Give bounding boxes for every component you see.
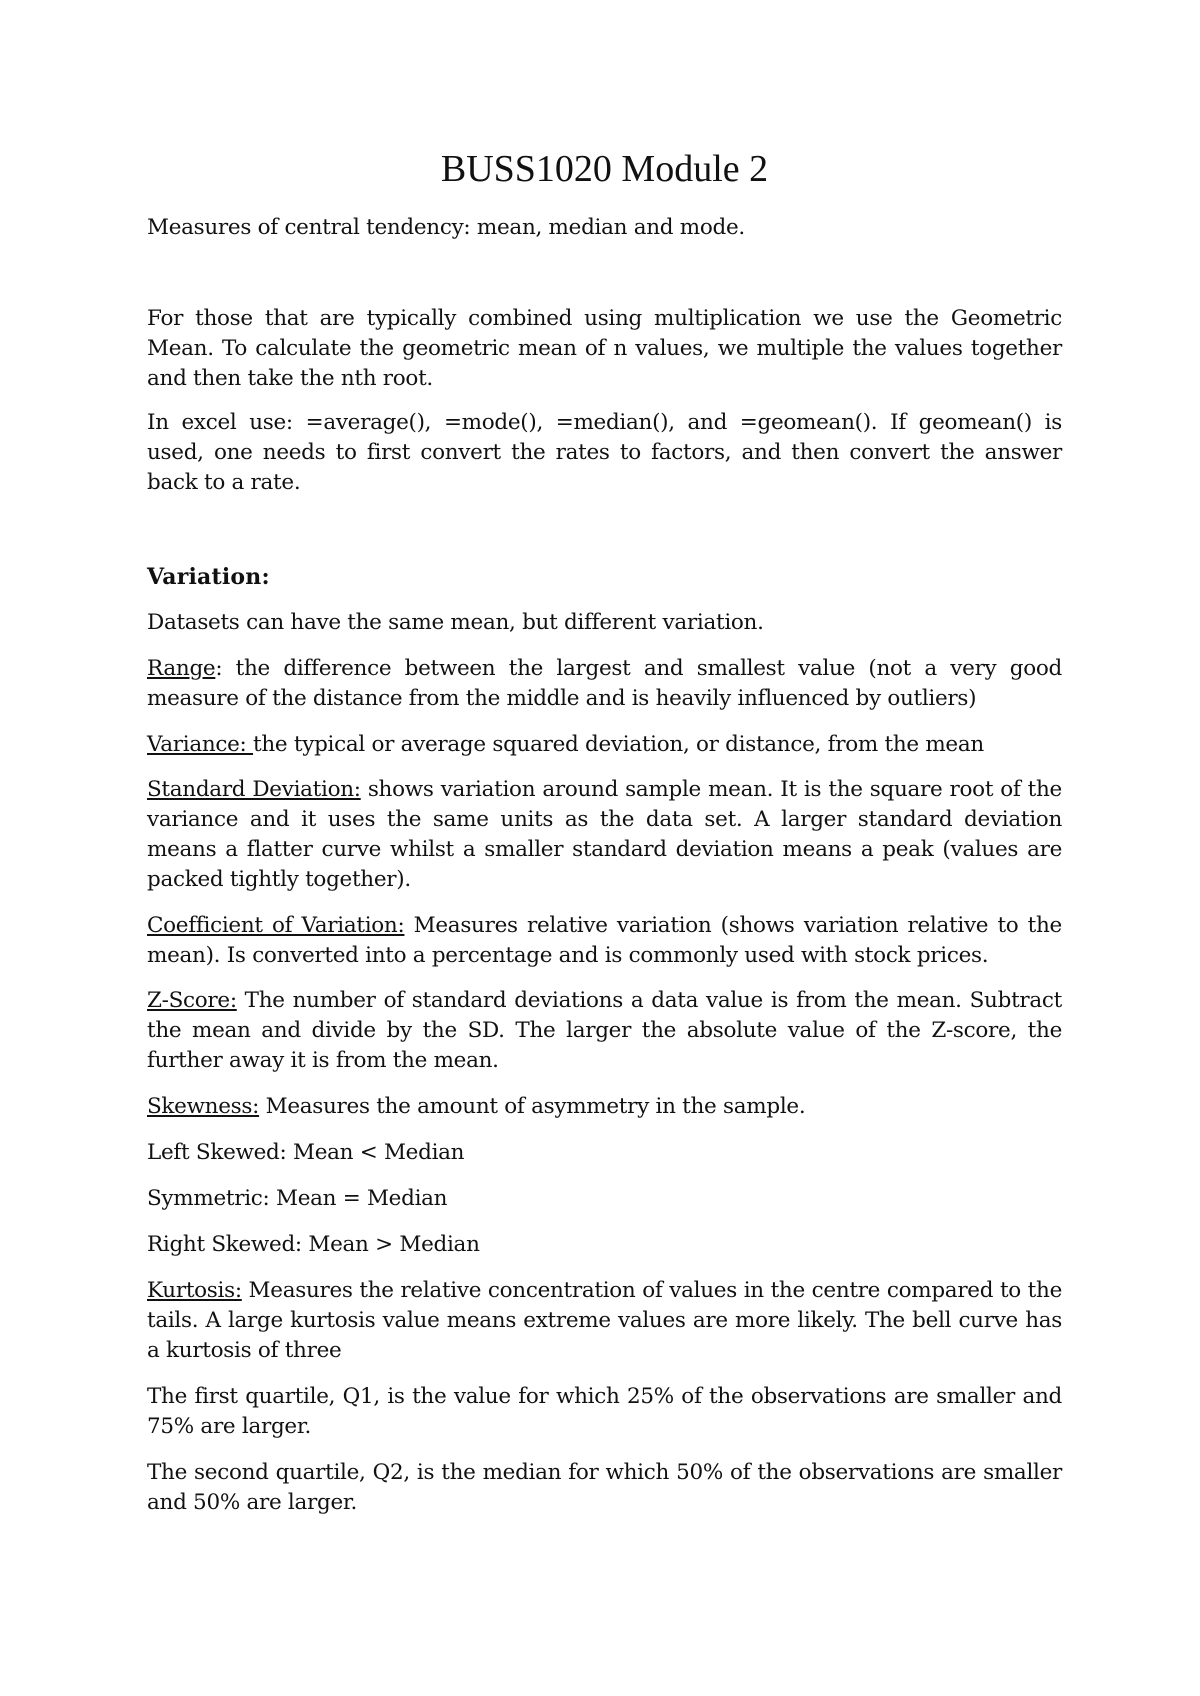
- standard-deviation-term: Standard Deviation:: [147, 777, 361, 802]
- page-title: BUSS1020 Module 2: [440, 148, 769, 190]
- range-text: : the difference between the largest and smallest value (not a very good measure of the distance from the middle and is heavily influenced by outliers): [147, 656, 1062, 711]
- skewness-text: Measures the amount of asymmetry in the sample.: [259, 1094, 806, 1119]
- second-quartile-paragraph: The second quartile, Q2, is the median for which 50% of the observations are smaller and 50% are larger.: [147, 1460, 1062, 1515]
- coefficient-of-variation-definition: [147, 911, 1062, 971]
- range-definition: [147, 654, 1062, 714]
- skewness-definition: [147, 1092, 1062, 1122]
- kurtosis-term: Kurtosis:: [147, 1278, 242, 1303]
- symmetric-line: Symmetric: Mean = Median: [147, 1186, 448, 1211]
- range-term: Range: [147, 656, 216, 681]
- variance-term: Variance:: [147, 732, 254, 757]
- first-quartile-paragraph: The first quartile, Q1, is the value for which 25% of the observations are smaller and 75% are larger.: [147, 1384, 1062, 1439]
- kurtosis-definition: [147, 1276, 1062, 1366]
- z-score-text: The number of standard deviations a data value is from the mean. Subtract the mean and divide by the SD. The larger the absolute value of the Z-score, the further away it is from the mean.: [147, 988, 1062, 1073]
- variation-intro: Datasets can have the same mean, but different variation.: [147, 610, 764, 635]
- variation-heading: Variation:: [147, 564, 270, 590]
- standard-deviation-definition: [147, 775, 1062, 895]
- left-skewed-line: Left Skewed: Mean < Median: [147, 1140, 465, 1165]
- variance-text: the typical or average squared deviation, or distance, from the mean: [253, 732, 984, 757]
- coefficient-of-variation-term: Coefficient of Variation:: [147, 913, 405, 938]
- skewness-term: Skewness:: [147, 1094, 260, 1119]
- geometric-mean-paragraph: For those that are typically combined using multiplication we use the Geometric Mean. To calculate the geometric mean of n values, we multiple the values together and then take the nth root.: [147, 306, 1062, 391]
- standard-deviation-text: shows variation around sample mean. It is the square root of the variance and it uses the same units as the data set. A larger standard deviation means a flatter curve whilst a smaller standard deviation means a peak (values are packed tightly together).: [147, 777, 1062, 892]
- kurtosis-text: Measures the relative concentration of values in the centre compared to the tails. A large kurtosis value means extreme values are more likely. The bell curve has a kurtosis of three: [147, 1278, 1062, 1363]
- coefficient-of-variation-text: Measures relative variation (shows variation relative to the mean). Is converted into a percentage and is commonly used with stock prices.: [147, 913, 1062, 968]
- central-tendency-intro: Measures of central tendency: mean, median and mode.: [147, 215, 745, 240]
- z-score-definition: [147, 986, 1062, 1076]
- excel-functions-paragraph: In excel use: =average(), =mode(), =median(), and =geomean(). If geomean() is used, one needs to first convert the rates to factors, and then convert the answer back to a rate.: [147, 410, 1062, 495]
- right-skewed-line: Right Skewed: Mean > Median: [147, 1232, 480, 1257]
- variance-definition: [147, 730, 1062, 760]
- z-score-term: Z-Score:: [147, 988, 237, 1013]
